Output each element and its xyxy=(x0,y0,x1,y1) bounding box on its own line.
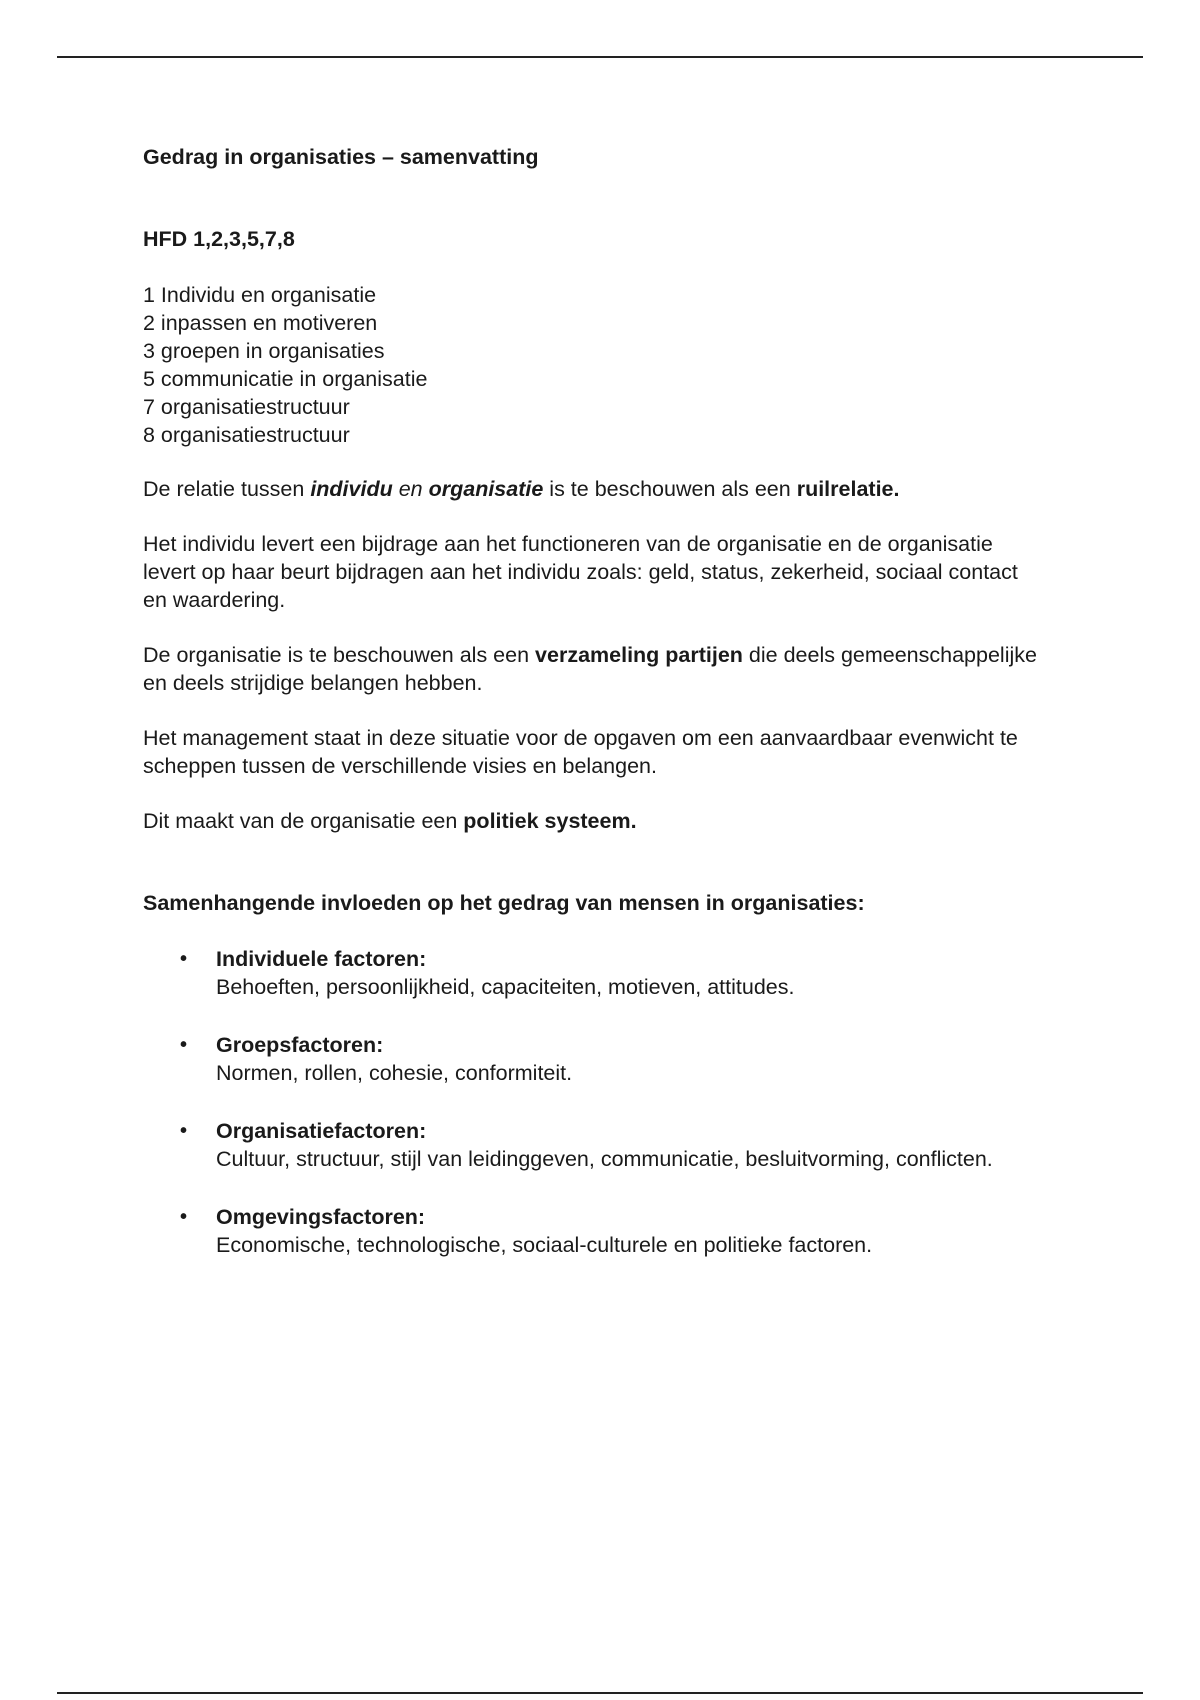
text-span: De relatie tussen xyxy=(143,477,311,501)
paragraph-politiek xyxy=(143,807,1043,835)
factor-title: Omgevingsfactoren: xyxy=(216,1205,426,1229)
factor-text: Economische, technologische, sociaal-culturele en politieke factoren. xyxy=(216,1233,873,1257)
paragraph-bijdrage: Het individu levert een bijdrage aan het functioneren van de organisatie en de organisatie levert op haar beurt bijdragen aan het individu zoals: geld, status, zekerheid, sociaal contact en waardering. xyxy=(143,532,1018,612)
chapter-item: 5 communicatie in organisatie xyxy=(143,367,428,391)
factor-text: Cultuur, structuur, stijl van leidinggeven, communicatie, besluitvorming, conflicten. xyxy=(216,1147,993,1171)
paragraph-management: Het management staat in deze situatie voor de opgaven om een aanvaardbaar evenwicht te scheppen tussen de verschillende visies en belangen. xyxy=(143,726,1018,778)
list-item xyxy=(143,1117,1043,1173)
list-item xyxy=(143,1203,1043,1259)
paragraph-ruilrelatie xyxy=(143,475,1043,503)
emphasis-organisatie: organisatie xyxy=(428,477,544,501)
chapters-heading: HFD 1,2,3,5,7,8 xyxy=(143,227,295,251)
bottom-rule xyxy=(57,1692,1143,1694)
text-span: die deels gemeenschappelijke en deels strijdige belangen hebben. xyxy=(143,643,1037,695)
factor-text: Normen, rollen, cohesie, conformiteit. xyxy=(216,1061,573,1085)
chapter-list xyxy=(143,281,1043,449)
document-title: Gedrag in organisaties – samenvatting xyxy=(143,145,539,169)
chapter-item: 7 organisatiestructuur xyxy=(143,395,350,419)
list-item xyxy=(143,1031,1043,1087)
document-body xyxy=(143,143,1043,1289)
factor-title: Individuele factoren: xyxy=(216,947,427,971)
chapter-item: 8 organisatiestructuur xyxy=(143,423,350,447)
list-item xyxy=(143,945,1043,1001)
emphasis-ruilrelatie: ruilrelatie. xyxy=(796,477,900,501)
bullet-icon: • xyxy=(180,1034,188,1056)
factor-text: Behoeften, persoonlijkheid, capaciteiten, motieven, attitudes. xyxy=(216,975,795,999)
section-heading-invloeden: Samenhangende invloeden op het gedrag van mensen in organisaties: xyxy=(143,891,865,915)
chapter-item: 3 groepen in organisaties xyxy=(143,339,385,363)
top-rule xyxy=(57,56,1143,58)
emphasis-verzameling-partijen: verzameling partijen xyxy=(535,643,743,667)
text-span: De organisatie is te beschouwen als een xyxy=(143,643,536,667)
emphasis-politiek-systeem: politiek systeem. xyxy=(463,809,637,833)
factor-title: Organisatiefactoren: xyxy=(216,1119,427,1143)
bullet-icon: • xyxy=(180,1120,188,1142)
paragraph-partijen xyxy=(143,641,1043,697)
bullet-icon: • xyxy=(180,948,188,970)
text-span: en xyxy=(392,477,429,501)
factor-list xyxy=(143,945,1043,1259)
emphasis-individu: individu xyxy=(310,477,393,501)
factor-title: Groepsfactoren: xyxy=(216,1033,384,1057)
chapter-item: 1 Individu en organisatie xyxy=(143,283,377,307)
chapter-item: 2 inpassen en motiveren xyxy=(143,311,378,335)
bullet-icon: • xyxy=(180,1206,188,1228)
text-span: Dit maakt van de organisatie een xyxy=(143,809,464,833)
text-span: is te beschouwen als een xyxy=(543,477,797,501)
